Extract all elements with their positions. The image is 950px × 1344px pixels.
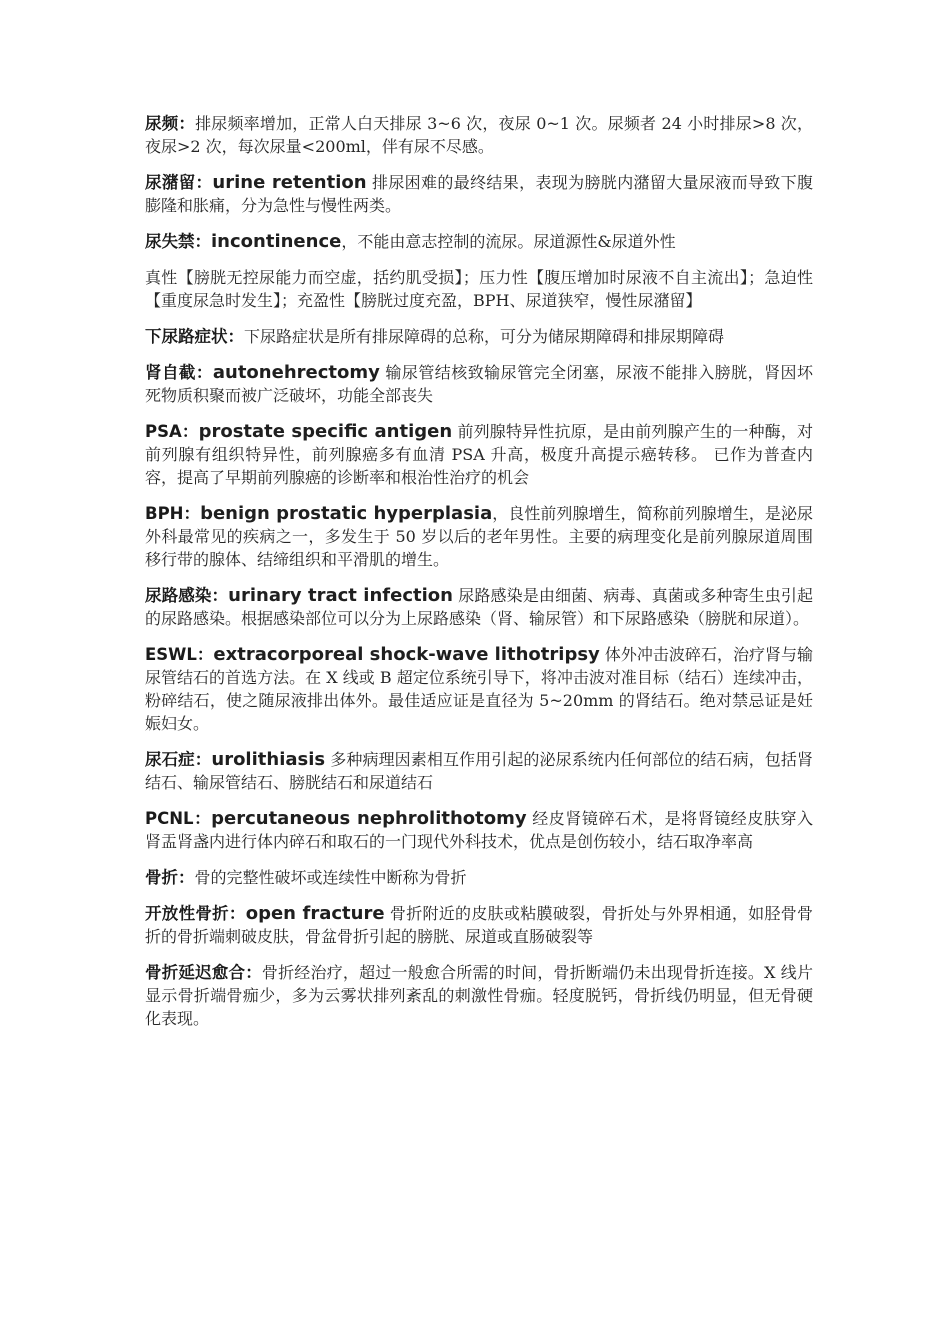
entry-description: 骨的完整性破坏或连续性中断称为骨折 (194, 868, 467, 887)
entry-term: 尿频： (145, 114, 196, 133)
entry-term: 尿潴留： (145, 173, 213, 192)
entry-description: ，良性前列腺增生，简称前列腺增生，是泌尿外科最常见的疾病之一，多发生于 50 岁以后的老年男性。主要的病理变化是前列腺尿道周围移行带的腺体、结缔组织和平滑肌的增生。 (145, 504, 813, 569)
entry-term: ESWL： (145, 645, 214, 664)
entry-description: 输尿管结核致输尿管完全闭塞，尿液不能排入膀胱，肾因坏死物质积聚而被广泛破坏，功能全部丧失 (145, 363, 813, 405)
entry-description: 真性【膀胱无控尿能力而空虚，括约肌受损】；压力性【腹压增加时尿液不自主流出】；急迫性【重度尿急时发生】；充盈性【膀胱过度充盈，BPH、尿道狭窄，慢性尿潴留】 (145, 268, 813, 310)
entry-uti (145, 584, 813, 630)
entry-psa (145, 420, 813, 489)
entry-english-term: open fracture (245, 903, 385, 924)
entry-description: 多种病理因素相互作用引起的泌尿系统内任何部位的结石病，包括肾结石、输尿管结石、膀胱结石和尿道结石 (145, 750, 813, 792)
entry-term: PCNL： (145, 809, 212, 828)
entry-term: 肾自截： (145, 363, 213, 382)
entry-english-term: urine retention (212, 172, 367, 193)
entry-english-term: incontinence (211, 231, 342, 252)
entry-description: 经皮肾镜碎石术，是将肾镜经皮肤穿入肾盂肾盏内进行体内碎石和取石的一门现代外科技术，优点是创伤较小，结石取净率高 (145, 809, 813, 851)
entry-english-term: benign prostatic hyperplasia (200, 503, 493, 524)
entry-delayed-union (145, 961, 813, 1030)
entry-term: BPH： (145, 504, 201, 523)
entry-incontinence-types (145, 266, 813, 312)
entry-urolithiasis (145, 748, 813, 794)
entry-english-term: urolithiasis (211, 749, 326, 770)
entry-term: 下尿路症状： (145, 327, 244, 346)
entry-incontinence (145, 230, 813, 253)
entry-term: 开放性骨折： (145, 904, 246, 923)
entry-term: 骨折： (145, 868, 195, 887)
entry-autonephrectomy (145, 361, 813, 407)
entry-term: 尿石症： (145, 750, 212, 769)
entry-english-term: urinary tract infection (228, 585, 453, 606)
entry-description: ，不能由意志控制的流尿。尿道源性&尿道外性 (341, 232, 676, 251)
entry-eswl (145, 643, 813, 735)
entry-description: 尿路感染是由细菌、病毒、真菌或多种寄生虫引起的尿路感染。根据感染部位可以分为上尿路感染（肾、输尿管）和下尿路感染（膀胱和尿道）。 (145, 586, 813, 628)
document-page (145, 112, 813, 1043)
entry-term: 骨折延迟愈合： (145, 963, 262, 982)
entry-frequent-urination (145, 112, 813, 158)
entry-bph (145, 502, 813, 571)
entry-urine-retention (145, 171, 813, 217)
entry-description: 体外冲击波碎石，治疗肾与输尿管结石的首选方法。在 X 线或 B 超定位系统引导下，将冲击波对准目标（结石）连续冲击，粉碎结石，使之随尿液排出体外。最佳适应证是直径为 5~20mm 的肾结石。绝对禁忌证是妊娠妇女。 (145, 645, 813, 733)
entry-english-term: prostate specific antigen (198, 421, 453, 442)
entry-term: PSA： (145, 422, 199, 441)
entry-pcnl (145, 807, 813, 853)
entry-open-fracture (145, 902, 813, 948)
entry-description: 骨折经治疗，超过一般愈合所需的时间，骨折断端仍未出现骨折连接。X 线片显示骨折端骨痂少，多为云雾状排列紊乱的刺激性骨痂。轻度脱钙，骨折线仍明显，但无骨硬化表现。 (145, 963, 813, 1028)
entry-term: 尿失禁： (145, 232, 211, 251)
entry-english-term: extracorporeal shock-wave lithotripsy (213, 644, 600, 665)
entry-fracture (145, 866, 813, 889)
entry-description: 排尿困难的最终结果，表现为膀胱内潴留大量尿液而导致下腹膨隆和胀痛，分为急性与慢性两类。 (145, 173, 813, 215)
entry-term: 尿路感染： (145, 586, 229, 605)
entry-luts (145, 325, 813, 348)
entry-description: 排尿频率增加，正常人白天排尿 3~6 次，夜尿 0~1 次。尿频者 24 小时排尿>8 次，夜尿>2 次，每次尿量<200ml，伴有尿不尽感。 (145, 114, 813, 156)
entry-description: 下尿路症状是所有排尿障碍的总称，可分为储尿期障碍和排尿期障碍 (244, 327, 725, 346)
entry-english-term: percutaneous nephrolithotomy (211, 808, 527, 829)
entry-description: 前列腺特异性抗原，是由前列腺产生的一种酶，对前列腺有组织特异性，前列腺癌多有血清 PSA 升高，极度升高提示癌转移。 已作为普查内容，提高了早期前列腺癌的诊断率和根治性治疗的机会 (145, 422, 814, 487)
entry-english-term: autonehrectomy (212, 362, 380, 383)
entry-description: 骨折附近的皮肤或粘膜破裂，骨折处与外界相通，如胫骨骨折的骨折端刺破皮肤，骨盆骨折引起的膀胱、尿道或直肠破裂等 (145, 904, 813, 946)
